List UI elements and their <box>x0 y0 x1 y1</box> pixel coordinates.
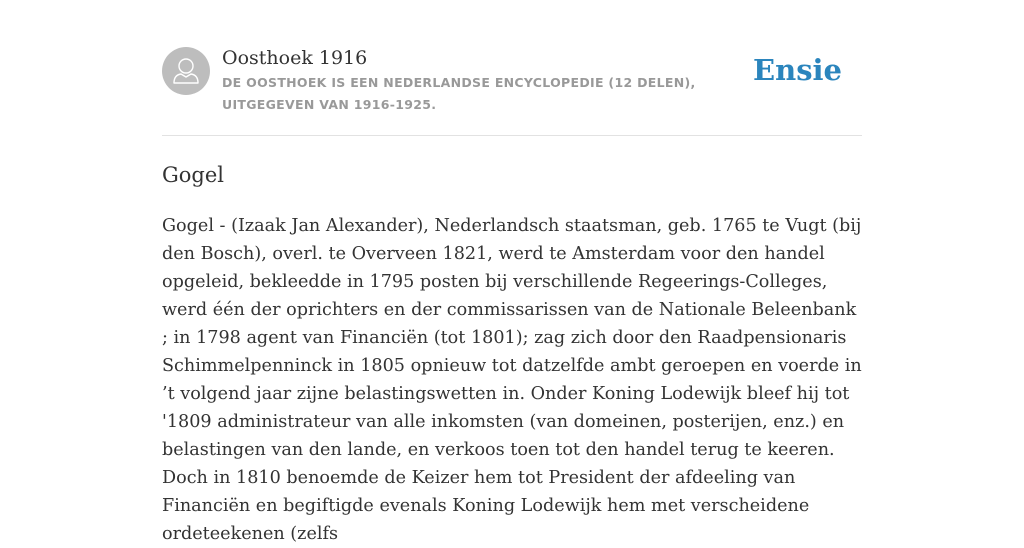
source-name[interactable]: Oosthoek 1916 <box>222 47 368 69</box>
source-header <box>162 44 862 124</box>
entry-title: Gogel <box>162 163 225 187</box>
source-description: DE OOSTHOEK IS EEN NEDERLANDSE ENCYCLOPEDIE (12 DELEN), UITGEGEVEN VAN 1916-1925. <box>222 75 696 112</box>
brand-logo[interactable]: Ensie <box>753 53 842 87</box>
entry-body: Gogel - (Izaak Jan Alexander), Nederlandsch staatsman, geb. 1765 te Vugt (bij den Bosch), overl. te Overveen 1821, werd te Amsterdam voor den handel opgeleid, bekleedde in 1795 posten bij verschillende Regeerings-Colleges, werd één der oprichters en der commissarissen van de Nationale Beleenbank ; in 1798 agent van Financiën (tot 1801); zag zich door den Raadpensionaris Schimmelpenninck in 1805 opnieuw tot datzelfde ambt geroepen en voerde in ’t volgend jaar zijne belastingswetten in. Onder Koning Lodewijk bleef hij tot '1809 administrateur van alle inkomsten (van domeinen, posterijen, enz.) en belastingen van den lande, en verkoos toen tot den handel terug te keeren. Doch in 1810 benoemde de Keizer hem tot President der afdeeling van Financiën en begiftigde evenals Koning Lodewijk hem met verscheidene ordeteekenen (zelfs <box>162 216 862 544</box>
header-divider <box>162 135 862 136</box>
user-silhouette-icon <box>162 47 210 95</box>
avatar[interactable] <box>162 47 210 95</box>
